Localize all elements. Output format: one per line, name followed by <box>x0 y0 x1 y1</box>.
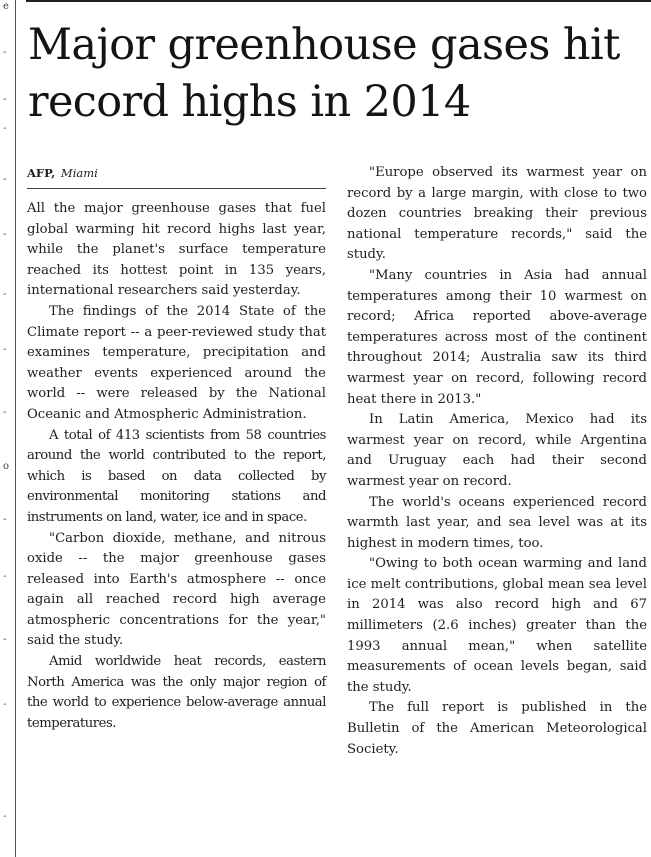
byline-location: Miami <box>60 166 98 180</box>
paragraph: "Europe observed its warmest year on record by a large margin, with close to two dozen countries breaking their previous national temperature records," said the study. <box>347 165 647 263</box>
margin-mark: - <box>3 344 7 355</box>
byline-agency: AFP, <box>27 166 56 180</box>
margin-mark: - <box>3 699 7 710</box>
margin-mark: - <box>3 634 7 645</box>
paragraph: "Many countries in Asia had annual temperatures among their 10 warmest on record; Africa reported above-average temperatures across most of the continent throughout 2014; Australia saw its third warmest year on record, following record heat there in 2013." <box>347 267 647 407</box>
article-column-left <box>27 163 326 734</box>
margin-mark: o <box>3 461 10 472</box>
margin-mark: - <box>3 289 7 300</box>
margin-mark: - <box>3 514 7 525</box>
margin-mark: - <box>3 123 7 134</box>
article-column-right <box>347 163 647 760</box>
margin-marks <box>0 0 14 857</box>
paragraph: All the major greenhouse gases that fuel global warming hit record highs last year, while the planet's surface temperature reached its hottest point in 135 years, international researchers said yesterday. <box>27 201 326 299</box>
paragraph: The findings of the 2014 State of the Climate report -- a peer-reviewed study that examines temperature, precipitation and weather events experienced around the world -- were released by the National Oceanic and Atmospheric Administration. <box>27 303 326 422</box>
paragraph: "Owing to both ocean warming and land ice melt contributions, global mean sea level in 2014 was also record high and 67 millimeters (2.6 inches) greater than the 1993 annual mean," when satellite measurements of ocean levels began, said the study. <box>347 556 647 695</box>
margin-mark: - <box>3 407 7 418</box>
paragraph: The full report is published in the Bulletin of the American Meteorological Society. <box>347 700 647 757</box>
byline <box>27 163 326 189</box>
paragraph: The world's oceans experienced record warmth last year, and sea level was at its highest in modern times, too. <box>347 494 647 551</box>
margin-mark: - <box>3 94 7 105</box>
headline: Major greenhouse gases hit record highs in 2014 <box>28 20 620 127</box>
margin-mark: - <box>3 571 7 582</box>
paragraph: Amid worldwide heat records, eastern North America was the only major region of the world to experience below-average annual temperatures. <box>27 654 326 731</box>
margin-mark: - <box>3 47 7 58</box>
paragraph: In Latin America, Mexico had its warmest year on record, while Argentina and Uruguay each had their second warmest year on record. <box>347 412 647 489</box>
margin-mark: - <box>3 174 7 185</box>
top-rule <box>26 0 651 2</box>
margin-mark: e <box>3 1 9 12</box>
paragraph: "Carbon dioxide, methane, and nitrous oxide -- the major greenhouse gases released into Earth's atmosphere -- once again all reached record high average atmospheric concentrations for the year," said the study. <box>27 530 326 649</box>
paragraph: A total of 413 scientists from 58 countries around the world contributed to the report, which is based on data collected by environmental monitoring stations and instruments on land, water, ice and in space. <box>27 427 326 525</box>
margin-mark: - <box>3 811 7 822</box>
margin-mark: - <box>3 229 7 240</box>
column-divider <box>15 0 16 857</box>
